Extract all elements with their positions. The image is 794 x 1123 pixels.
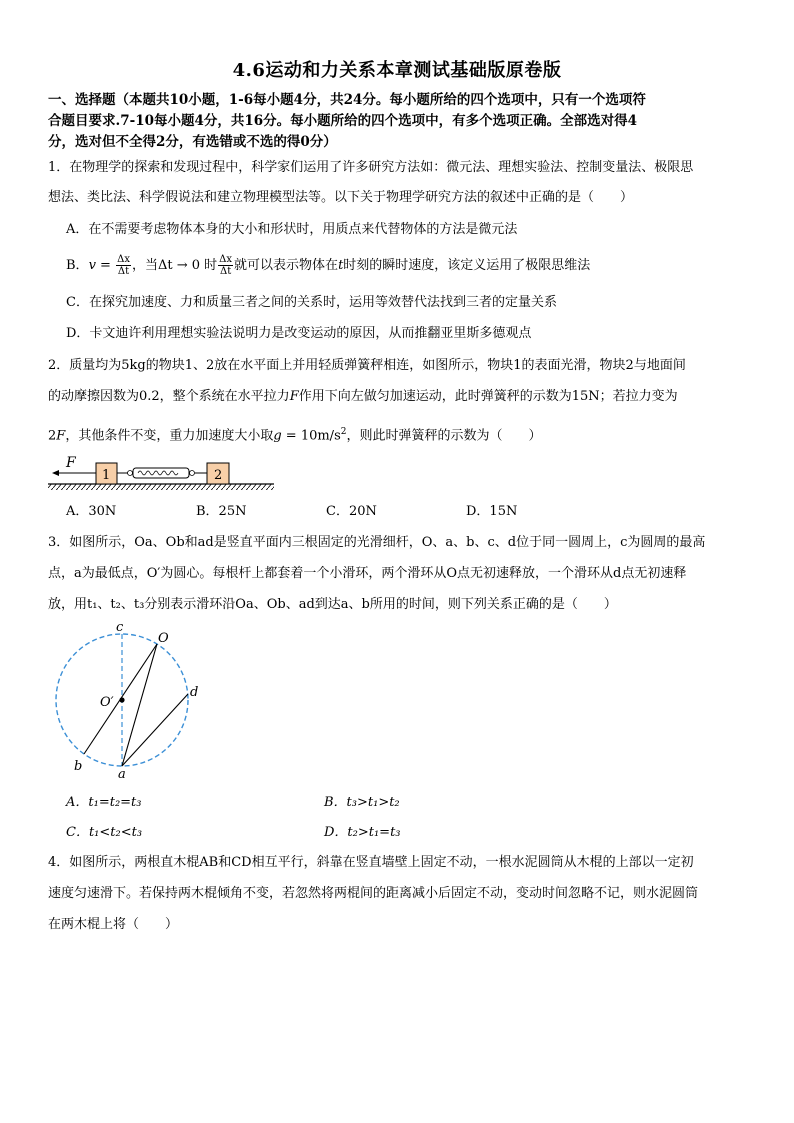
- fraction-denominator: Δt: [117, 266, 130, 277]
- q3-option-b: B．t₃>t₁>t₂: [324, 795, 400, 810]
- center-point: [119, 697, 124, 702]
- q1-option-b: [66, 254, 590, 277]
- label-c: c: [116, 620, 124, 635]
- page-title: 4.6运动和力关系本章测试基础版原卷版: [232, 60, 562, 81]
- q2-line3-c: = 10m/s: [281, 428, 341, 444]
- q2-option-c: C．20N: [326, 504, 377, 519]
- q2-line3-g: g: [273, 428, 282, 444]
- q1-option-b-v: v: [88, 258, 96, 273]
- q2-line2-b: 作用下向左做匀加速运动，此时弹簧秤的示数为15N；若拉力变为: [298, 389, 678, 404]
- q1-option-b-fraction-2: [218, 254, 233, 277]
- q1-option-a: A．在不需要考虑物体本身的大小和形状时，用质点来代替物体的方法是微元法: [66, 222, 518, 237]
- fraction-numerator: Δx: [117, 254, 130, 265]
- spring-ring-right: [190, 471, 195, 476]
- q1-stem-line-1: 1．在物理学的探索和发现过程中，科学家们运用了许多研究方法如：微元法、理想实验法、控制变量法、极限思: [48, 160, 694, 175]
- q3-figure: [50, 620, 210, 780]
- q2-line3-F: F: [56, 428, 66, 444]
- q4-stem-line-1: 4．如图所示，两根直木棍AB和CD相互平行，斜靠在竖直墙壁上固定不动，一根水泥圆筒从木棍的上部以一定初: [48, 855, 694, 870]
- section-line-2: 合题目要求.7-10每小题4分，共16分。每小题所给的四个选项中，有多个选项正确。全部选对得4: [48, 113, 638, 129]
- q1-stem-line-2: 想法、类比法、科学假说法和建立物理模型法等。以下关于物理学研究方法的叙述中正确的是（ ）: [48, 190, 634, 205]
- section-heading: [48, 90, 748, 153]
- spring-balance: [133, 468, 189, 478]
- section-line-1: 一、选择题（本题共10小题，1-6每小题4分，共24分。每小题所给的四个选项中，只有一个选项符: [48, 92, 646, 108]
- q2-stem-line-1: 2．质量均为5kg的物块1、2放在水平面上并用轻质弹簧秤相连，如图所示，物块1的表面光滑，物块2与地面间: [48, 358, 686, 373]
- q2-option-b: B．25N: [196, 504, 247, 519]
- q1-option-b-fraction: [116, 254, 131, 277]
- q1-option-b-eq: =: [95, 258, 116, 273]
- q3-option-c: C．t₁<t₂<t₃: [66, 825, 143, 840]
- label-b: b: [74, 759, 83, 774]
- q1-option-b-mid2: 就可以表示物体在: [234, 258, 339, 273]
- q2-line3-a: 2: [48, 428, 57, 444]
- q2-line2-F: F: [289, 389, 299, 404]
- ground-hatch: [48, 484, 274, 490]
- force-arrowhead: [52, 470, 59, 476]
- q2-figure: [48, 452, 278, 494]
- block-1-label: 1: [102, 468, 111, 483]
- q3-stem-line-3: 放，用t₁、t₂、t₃分别表示滑环沿Oa、Ob、ad到达a、b所用的时间，则下列关系正确的是（ ）: [48, 597, 617, 612]
- q1-option-b-tail: 时刻的瞬时速度，该定义运用了极限思维法: [343, 258, 591, 273]
- q2-option-a: A．30N: [66, 504, 117, 519]
- q4-stem-line-2: 速度匀速滑下。若保持两木棍倾角不变，若忽然将两棍间的距离减小后固定不动，变动时间忽略不记，则水泥圆筒: [48, 886, 699, 901]
- q1-option-b-mid1: ，当: [131, 258, 158, 273]
- section-line-3: 分，选对但不全得2分，有选错或不选的得0分）: [48, 134, 337, 150]
- q2-line3-d: ，则此时弹簧秤的示数为（ ）: [346, 428, 542, 444]
- label-d: d: [190, 685, 199, 700]
- q2-line3-sup: 2: [340, 427, 347, 437]
- q1-option-d: D．卡文迪许利用理想实验法说明力是改变运动的原因，从而推翻亚里斯多德观点: [66, 326, 532, 341]
- q1-option-b-dt: Δt: [157, 258, 173, 273]
- spring-ring-left: [128, 471, 133, 476]
- q2-stem-line-3: [48, 422, 541, 446]
- q1-option-b-arrow: → 0 时: [172, 258, 218, 273]
- label-a: a: [118, 767, 126, 780]
- fraction-numerator: Δx: [219, 254, 233, 265]
- q4-stem-line-3: 在两木棍上将（ ）: [48, 917, 179, 932]
- q1-option-c: C．在探究加速度、力和质量三者之间的关系时，运用等效替代法找到三者的定量关系: [66, 295, 557, 310]
- q3-option-d: D．t₂>t₁=t₃: [324, 825, 401, 840]
- q2-line2-a: 的动摩擦因数为0.2，整个系统在水平拉力: [48, 389, 290, 404]
- q2-line3-b: ，其他条件不变，重力加速度大小取: [65, 428, 274, 444]
- q1-option-b-label: B．: [66, 258, 89, 273]
- q2-option-d: D．15N: [466, 504, 518, 519]
- block-2-label: 2: [214, 468, 223, 483]
- label-O-prime: O′: [100, 695, 114, 710]
- q2-stem-line-2: [48, 387, 678, 407]
- label-O: O: [158, 631, 169, 646]
- force-label: F: [66, 455, 76, 471]
- q3-stem-line-2: 点，a为最低点，O′为圆心。每根杆上都套着一个小滑环，两个滑环从O点无初速释放，一个滑环从d点无初速释: [48, 566, 687, 581]
- q1-option-b-t: t: [338, 258, 344, 273]
- q3-stem-line-1: 3．如图所示，Oa、Ob和ad是竖直平面内三根固定的光滑细杆，O、a、b、c、d位于同一圆周上，c为圆周的最高: [48, 535, 706, 550]
- fraction-denominator: Δt: [219, 266, 232, 277]
- q3-option-a: A．t₁=t₂=t₃: [66, 795, 142, 810]
